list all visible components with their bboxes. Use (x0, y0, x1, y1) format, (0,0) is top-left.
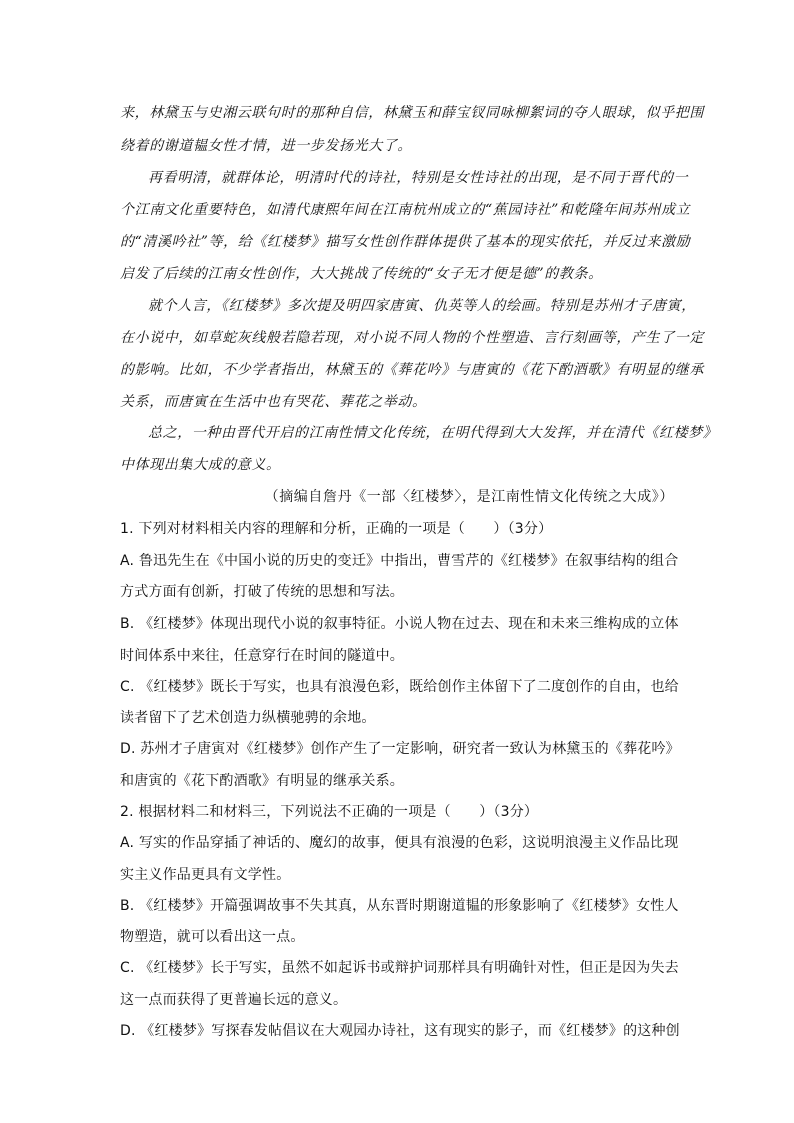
question-2-option-c: C. 《红楼梦》长于写实，虽然不如起诉书或辩护词那样具有明确针对性，但正是因为失去 (120, 960, 679, 976)
passage-line: 启发了后续的江南女性创作，大大挑战了传统的“女子无才便是德”的教条。 (120, 266, 603, 282)
passage-line: 来，林黛玉与史湘云联句时的那种自信，林黛玉和薛宝钗同咏柳絮词的夺人眼球，似乎把围 (120, 105, 704, 121)
question-1-option-c-cont: 读者留下了艺术创造力纵横驰骋的余地。 (120, 710, 376, 726)
question-1-option-a-cont: 方式方面有创新，打破了传统的思想和写法。 (120, 584, 404, 600)
question-2-option-d: D. 《红楼梦》写探春发帖倡议在大观园办诗社，这有现实的影子，而《红楼梦》的这种创 (120, 1023, 680, 1039)
passage-line: 的影响。比如，不少学者指出，林黛玉的《葬花吟》与唐寅的《花下酌酒歌》有明显的继承 (120, 362, 704, 378)
passage-source: （摘编自詹丹《一部〈红楼梦〉，是江南性情文化传统之大成》） (264, 489, 674, 505)
question-1-option-d: D. 苏州才子唐寅对《红楼梦》创作产生了一定影响，研究者一致认为林黛玉的《葬花吟》 (120, 741, 680, 757)
passage-line: 总之，一种由晋代开启的江南性情文化传统，在明代得到大大发挥，并在清代《红楼梦》 (148, 425, 718, 441)
question-1-option-c: C. 《红楼梦》既长于写实，也具有浪漫色彩，既给创作主体留下了二度创作的自由，也给 (120, 679, 679, 695)
passage-line: 绕着的谢道韫女性才情，进一步发扬光大了。 (120, 138, 412, 154)
question-2-option-a: A. 写实的作品穿插了神话的、魔幻的故事，便具有浪漫的色彩，这说明浪漫主义作品比现 (120, 835, 679, 851)
passage-line: 中体现出集大成的意义。 (120, 457, 281, 473)
question-2-option-c-cont: 这一点而获得了更普遍长远的意义。 (120, 992, 348, 1008)
question-1-option-b: B. 《红楼梦》体现出现代小说的叙事特征。小说人物在过去、现在和未来三维构成的立体 (120, 616, 679, 632)
question-1-title: 1. 下列对材料相关内容的理解和分析，正确的一项是（ ）（3分） (120, 521, 553, 537)
passage-line: 在小说中，如草蛇灰线般若隐若现，对小说不同人物的个性塑造、言行刻画等，产生了一定 (120, 330, 704, 346)
question-1-option-b-cont: 时间体系中来往，任意穿行在时间的隧道中。 (120, 648, 404, 664)
passage-line: 就个人言，《红楼梦》多次提及明四家唐寅、仇英等人的绘画。特别是苏州才子唐寅， (148, 298, 696, 314)
question-2-option-b: B. 《红楼梦》开篇强调故事不失其真，从东晋时期谢道韫的形象影响了《红楼梦》女性人 (120, 898, 679, 914)
question-2-option-a-cont: 实主义作品更具有文学性。 (120, 867, 291, 883)
passage-line: 个江南文化重要特色，如清代康熙年间在江南杭州成立的“蕉园诗社”和乾隆年间苏州成立 (120, 202, 691, 218)
question-2-title: 2. 根据材料二和材料三，下列说法不正确的一项是（ ）（3分） (120, 804, 539, 820)
passage-line: 关系，而唐寅在生活中也有哭花、葬花之举动。 (120, 394, 427, 410)
passage-line: 的“清溪吟社”等，给《红楼梦》描写女性创作群体提供了基本的现实依托，并反过来激励 (120, 234, 691, 250)
question-1-option-a: A. 鲁迅先生在《中国小说的历史的变迁》中指出，曹雪芹的《红楼梦》在叙事结构的组合 (120, 553, 679, 569)
question-2-option-b-cont: 物塑造，就可以看出这一点。 (120, 929, 305, 945)
question-1-option-d-cont: 和唐寅的《花下酌酒歌》有明显的继承关系。 (120, 773, 404, 789)
passage-line: 再看明清，就群体论，明清时代的诗社，特别是女性诗社的出现，是不同于晋代的一 (148, 170, 689, 186)
